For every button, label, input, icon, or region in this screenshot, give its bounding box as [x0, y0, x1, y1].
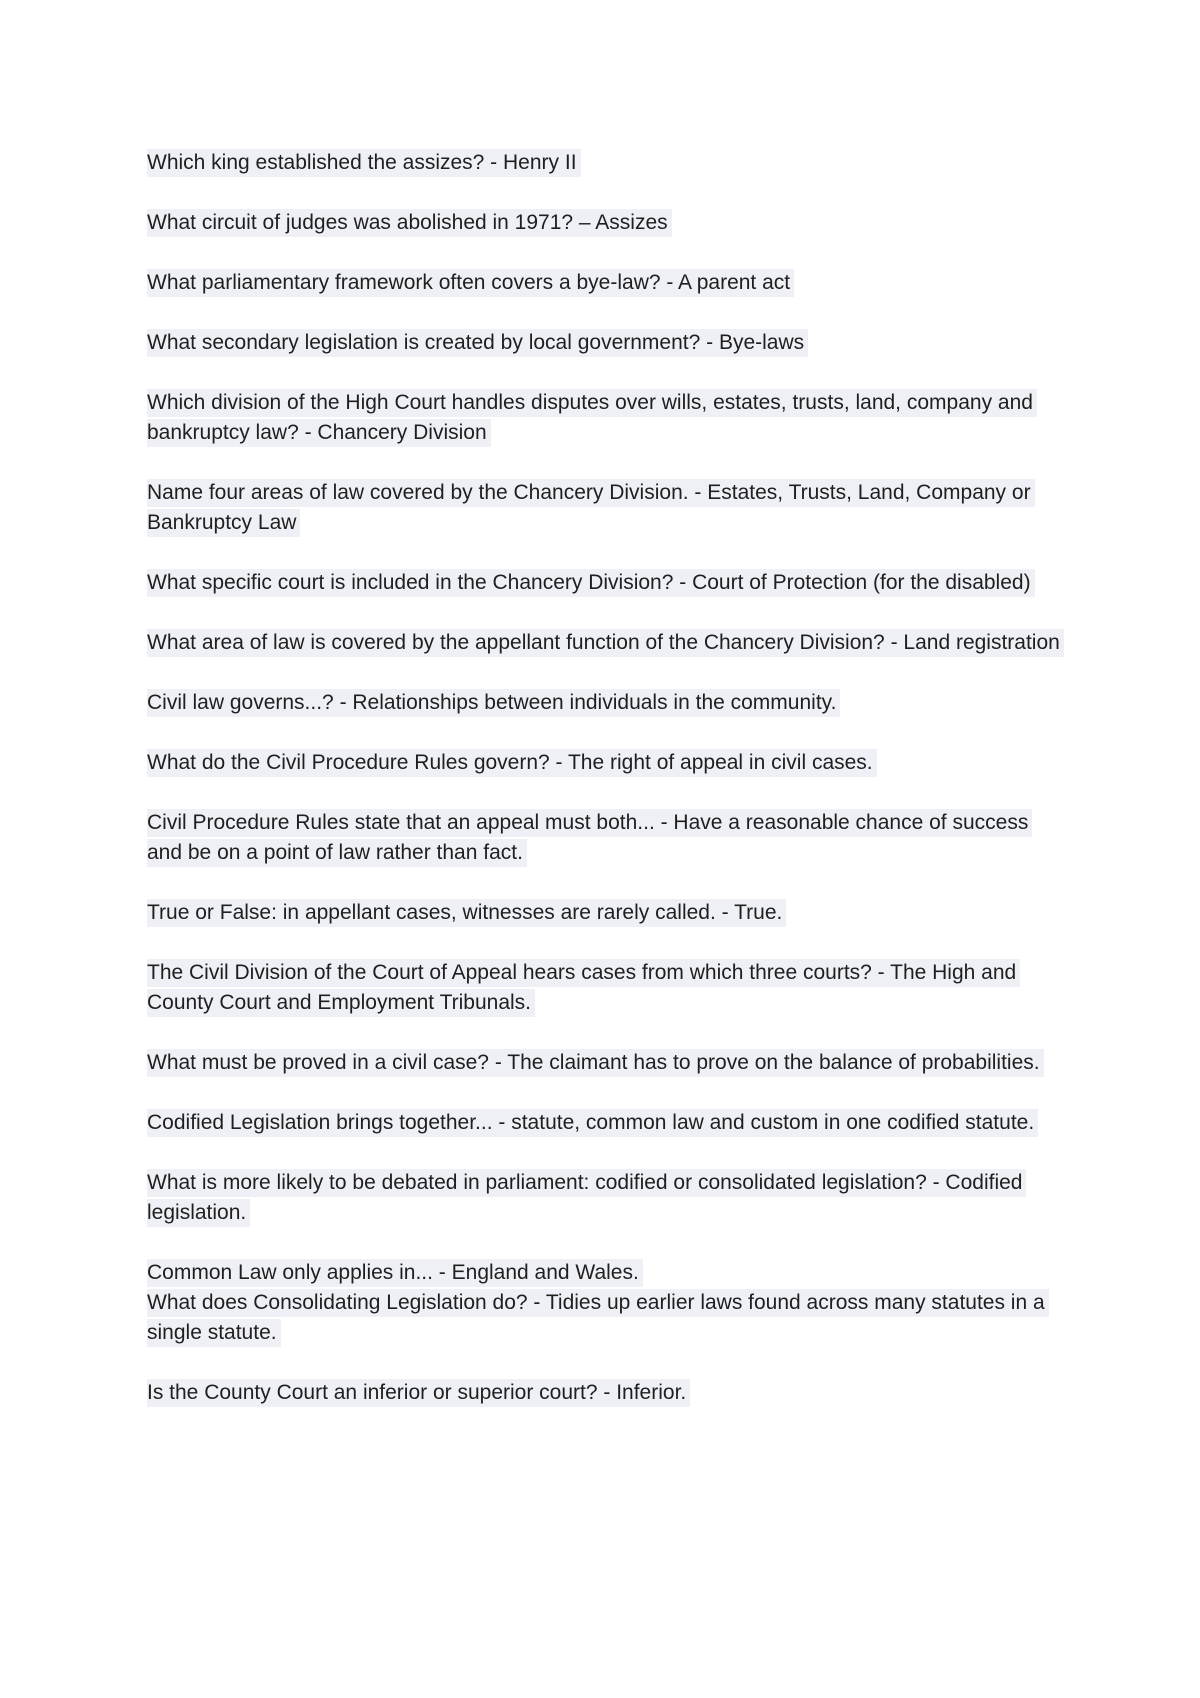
qa-paragraph [147, 148, 1067, 178]
qa-paragraph [147, 388, 1067, 448]
qa-paragraph [147, 688, 1067, 718]
qa-paragraph [147, 958, 1067, 1018]
qa-text: What must be proved in a civil case? - The claimant has to prove on the balance of probabilities. [147, 1049, 1044, 1077]
qa-paragraph [147, 1048, 1067, 1078]
qa-text: Which king established the assizes? - Henry II [147, 149, 581, 177]
qa-paragraph [147, 628, 1067, 658]
qa-paragraph [147, 208, 1067, 238]
qa-paragraph [147, 1378, 1067, 1408]
qa-paragraph [147, 1168, 1067, 1228]
qa-text: What secondary legislation is created by local government? - Bye-laws [147, 329, 808, 357]
qa-text: What does Consolidating Legislation do? - Tidies up earlier laws found across many statutes in a single statute. [147, 1289, 1049, 1347]
qa-text: Codified Legislation brings together... - statute, common law and custom in one codified statute. [147, 1109, 1038, 1137]
qa-text: What area of law is covered by the appellant function of the Chancery Division? - Land registration [147, 629, 1064, 657]
qa-paragraph [147, 1108, 1067, 1138]
qa-text: What is more likely to be debated in parliament: codified or consolidated legislation? - Codified legislation. [147, 1169, 1026, 1227]
qa-text: What do the Civil Procedure Rules govern? - The right of appeal in civil cases. [147, 749, 877, 777]
qa-paragraph [147, 898, 1067, 928]
qa-paragraph [147, 478, 1067, 538]
qa-paragraph [147, 268, 1067, 298]
qa-text: What circuit of judges was abolished in 1971? – Assizes [147, 209, 672, 237]
qa-text: What specific court is included in the Chancery Division? - Court of Protection (for the disabled) [147, 569, 1035, 597]
qa-text: The Civil Division of the Court of Appeal hears cases from which three courts? - The High and County Court and Employment Tribunals. [147, 959, 1020, 1017]
qa-text: Civil law governs...? - Relationships between individuals in the community. [147, 689, 840, 717]
qa-text: Name four areas of law covered by the Chancery Division. - Estates, Trusts, Land, Company or Bankruptcy Law [147, 479, 1035, 537]
qa-text: Civil Procedure Rules state that an appeal must both... - Have a reasonable chance of success and be on a point of law rather than fact. [147, 809, 1032, 867]
qa-text: Which division of the High Court handles disputes over wills, estates, trusts, land, company and bankruptcy law? - Chancery Division [147, 389, 1037, 447]
qa-paragraph [147, 328, 1067, 358]
qa-text: Common Law only applies in... - England and Wales. [147, 1259, 643, 1287]
qa-paragraph [147, 808, 1067, 868]
qa-paragraph [147, 568, 1067, 598]
document-body [147, 148, 1067, 1438]
qa-paragraph [147, 1288, 1067, 1348]
qa-text: True or False: in appellant cases, witnesses are rarely called. - True. [147, 899, 786, 927]
qa-paragraph [147, 748, 1067, 778]
qa-paragraph [147, 1258, 1067, 1288]
qa-text: Is the County Court an inferior or superior court? - Inferior. [147, 1379, 690, 1407]
qa-text: What parliamentary framework often covers a bye-law? - A parent act [147, 269, 794, 297]
